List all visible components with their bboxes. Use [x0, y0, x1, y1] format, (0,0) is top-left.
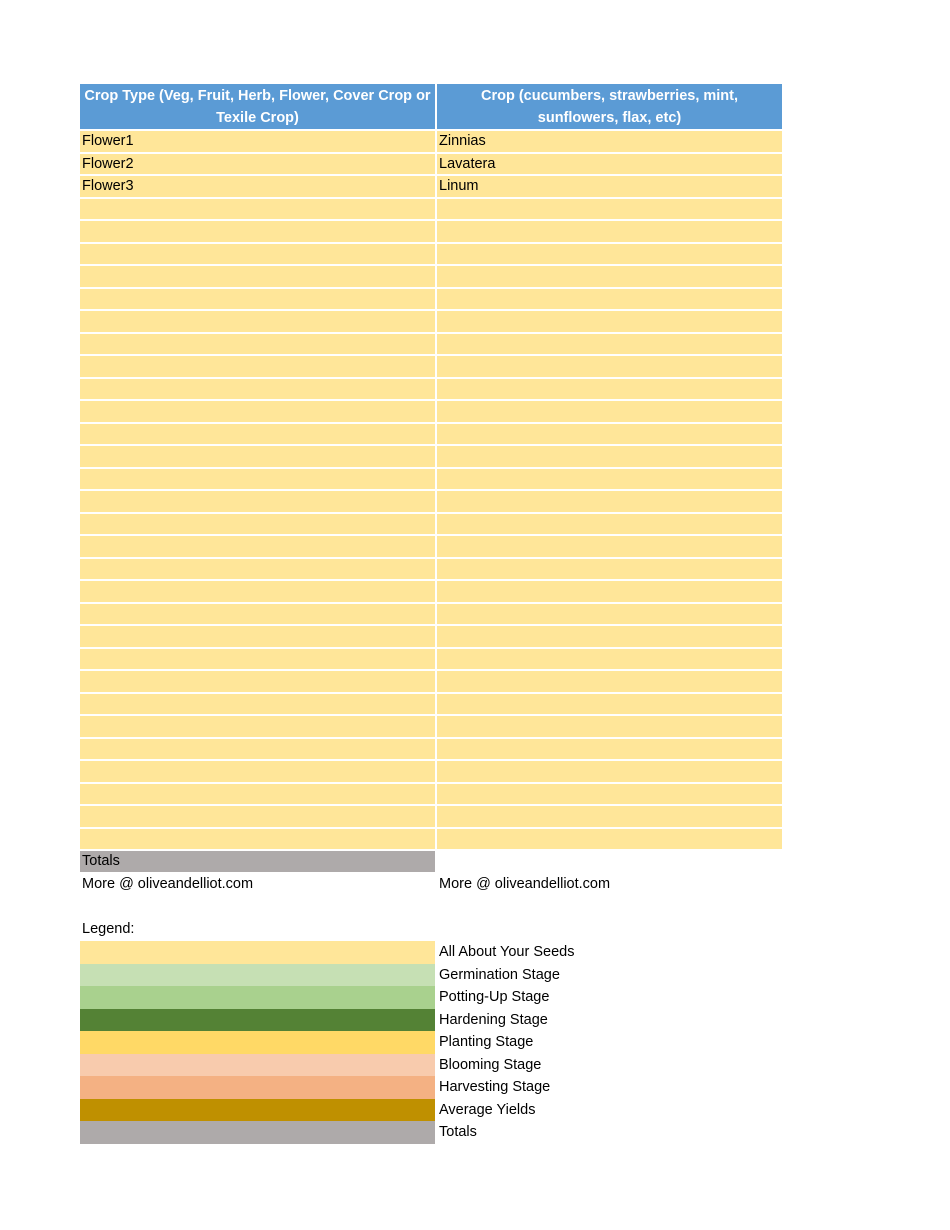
- table-row: [80, 559, 782, 580]
- table-row: [80, 626, 782, 647]
- cell-crop[interactable]: [437, 784, 782, 805]
- more-link-left[interactable]: More @ oliveandelliot.com: [82, 876, 254, 892]
- legend-item: [80, 986, 782, 1009]
- legend-label: Hardening Stage: [439, 1011, 548, 1028]
- cell-crop[interactable]: [437, 806, 782, 827]
- cell-crop-type[interactable]: [80, 671, 435, 692]
- cell-crop-type[interactable]: [80, 806, 435, 827]
- cell-crop-type[interactable]: [80, 266, 435, 287]
- table-row: [80, 739, 782, 760]
- cell-crop-type[interactable]: Flower2: [80, 154, 435, 175]
- cell-crop-type[interactable]: [80, 694, 435, 715]
- cell-crop-type[interactable]: [80, 334, 435, 355]
- cell-crop-type[interactable]: [80, 221, 435, 242]
- legend-item: [80, 964, 782, 987]
- cell-crop-type[interactable]: [80, 829, 435, 850]
- cell-crop[interactable]: [437, 581, 782, 602]
- cell-crop-type[interactable]: [80, 604, 435, 625]
- cell-crop-type[interactable]: [80, 289, 435, 310]
- cell-crop[interactable]: [437, 469, 782, 490]
- legend-swatch: [80, 986, 435, 1009]
- table-row: [80, 334, 782, 355]
- legend-item: [80, 1076, 782, 1099]
- legend-item: [80, 1099, 782, 1122]
- table-row: [80, 716, 782, 737]
- cell-crop[interactable]: [437, 401, 782, 422]
- table-row: [80, 379, 782, 400]
- cell-crop-type[interactable]: [80, 311, 435, 332]
- table-row: [80, 514, 782, 535]
- table-row: [80, 761, 782, 782]
- table-row: [80, 244, 782, 265]
- table-row: [80, 649, 782, 670]
- cell-crop-type[interactable]: [80, 379, 435, 400]
- legend-swatch: [80, 941, 435, 964]
- legend-swatch: [80, 1054, 435, 1077]
- legend-item: [80, 1031, 782, 1054]
- header-crop-type[interactable]: Crop Type (Veg, Fruit, Herb, Flower, Cover Crop or Texile Crop): [80, 84, 435, 129]
- table-row: [80, 289, 782, 310]
- cell-crop[interactable]: [437, 289, 782, 310]
- cell-crop-type[interactable]: [80, 199, 435, 220]
- cell-crop[interactable]: [437, 244, 782, 265]
- more-links-row: [80, 874, 782, 894]
- cell-crop-type[interactable]: [80, 244, 435, 265]
- cell-crop-type[interactable]: [80, 626, 435, 647]
- cell-crop-type[interactable]: [80, 716, 435, 737]
- table-row: [80, 581, 782, 602]
- legend-label: Average Yields: [439, 1101, 536, 1118]
- cell-crop-type[interactable]: [80, 491, 435, 512]
- cell-crop-type[interactable]: [80, 649, 435, 670]
- table-row: [80, 199, 782, 220]
- legend-label: Planting Stage: [439, 1034, 534, 1051]
- cell-crop[interactable]: [437, 356, 782, 377]
- cell-crop[interactable]: [437, 446, 782, 467]
- cell-crop[interactable]: [437, 424, 782, 445]
- cell-crop[interactable]: [437, 379, 782, 400]
- cell-crop[interactable]: [437, 311, 782, 332]
- table-row: [80, 221, 782, 242]
- cell-crop[interactable]: [437, 626, 782, 647]
- cell-crop[interactable]: [437, 761, 782, 782]
- cell-crop-type[interactable]: [80, 446, 435, 467]
- cell-crop-type[interactable]: [80, 761, 435, 782]
- table-row: [80, 694, 782, 715]
- totals-row: [80, 851, 782, 872]
- table-row: [80, 829, 782, 850]
- cell-crop[interactable]: [437, 716, 782, 737]
- cell-crop[interactable]: [437, 536, 782, 557]
- table-row: [80, 784, 782, 805]
- table-row: [80, 604, 782, 625]
- more-link-right[interactable]: More @ oliveandelliot.com: [439, 876, 611, 892]
- cell-crop[interactable]: [437, 829, 782, 850]
- cell-crop[interactable]: [437, 671, 782, 692]
- legend-item: [80, 1054, 782, 1077]
- table-row: [80, 806, 782, 827]
- table-body: [80, 131, 782, 849]
- table-row: [80, 176, 782, 197]
- cell-crop[interactable]: [437, 334, 782, 355]
- legend: [80, 941, 782, 1144]
- legend-swatch: [80, 1031, 435, 1054]
- table-row: [80, 356, 782, 377]
- cell-crop[interactable]: [437, 266, 782, 287]
- table-row: [80, 491, 782, 512]
- cell-crop[interactable]: [437, 221, 782, 242]
- table-row: [80, 671, 782, 692]
- legend-swatch: [80, 1121, 435, 1144]
- cell-crop[interactable]: Linum: [437, 176, 782, 197]
- table-row: [80, 536, 782, 557]
- cell-crop[interactable]: [437, 514, 782, 535]
- legend-item: [80, 1121, 782, 1144]
- legend-title: Legend:: [82, 921, 135, 937]
- cell-crop[interactable]: [437, 694, 782, 715]
- legend-swatch: [80, 1099, 435, 1122]
- cell-crop[interactable]: [437, 491, 782, 512]
- cell-crop[interactable]: [437, 199, 782, 220]
- table-row: [80, 154, 782, 175]
- cell-crop[interactable]: [437, 559, 782, 580]
- cell-crop-type[interactable]: [80, 559, 435, 580]
- table-row: [80, 311, 782, 332]
- legend-label: Blooming Stage: [439, 1056, 542, 1073]
- legend-item: [80, 1009, 782, 1032]
- cell-crop-type[interactable]: [80, 514, 435, 535]
- table-row: [80, 266, 782, 287]
- cell-crop-type[interactable]: [80, 469, 435, 490]
- cell-crop[interactable]: [437, 739, 782, 760]
- crop-table: [80, 84, 782, 872]
- cell-crop-type[interactable]: [80, 536, 435, 557]
- table-row: [80, 401, 782, 422]
- cell-crop-type[interactable]: [80, 401, 435, 422]
- table-row: [80, 446, 782, 467]
- cell-crop-type[interactable]: [80, 356, 435, 377]
- legend-label: Harvesting Stage: [439, 1079, 551, 1096]
- cell-crop-type[interactable]: [80, 739, 435, 760]
- table-row: [80, 469, 782, 490]
- cell-crop-type[interactable]: [80, 424, 435, 445]
- cell-crop-type[interactable]: Flower1: [80, 131, 435, 152]
- cell-crop[interactable]: Lavatera: [437, 154, 782, 175]
- table-header: [80, 84, 782, 129]
- cell-crop[interactable]: Zinnias: [437, 131, 782, 152]
- legend-label: Potting-Up Stage: [439, 989, 550, 1006]
- legend-item: [80, 941, 782, 964]
- cell-crop-type[interactable]: [80, 581, 435, 602]
- legend-label: Totals: [439, 1124, 477, 1141]
- table-row: [80, 131, 782, 152]
- legend-label: All About Your Seeds: [439, 944, 575, 961]
- cell-crop-type[interactable]: Flower3: [80, 176, 435, 197]
- cell-crop[interactable]: [437, 604, 782, 625]
- table-row: [80, 424, 782, 445]
- legend-label: Germination Stage: [439, 966, 560, 983]
- header-crop[interactable]: Crop (cucumbers, strawberries, mint, sunflowers, flax, etc): [437, 84, 782, 129]
- legend-swatch: [80, 1076, 435, 1099]
- totals-cell[interactable]: Totals: [80, 851, 435, 872]
- cell-crop-type[interactable]: [80, 784, 435, 805]
- cell-crop[interactable]: [437, 649, 782, 670]
- legend-swatch: [80, 1009, 435, 1032]
- legend-swatch: [80, 964, 435, 987]
